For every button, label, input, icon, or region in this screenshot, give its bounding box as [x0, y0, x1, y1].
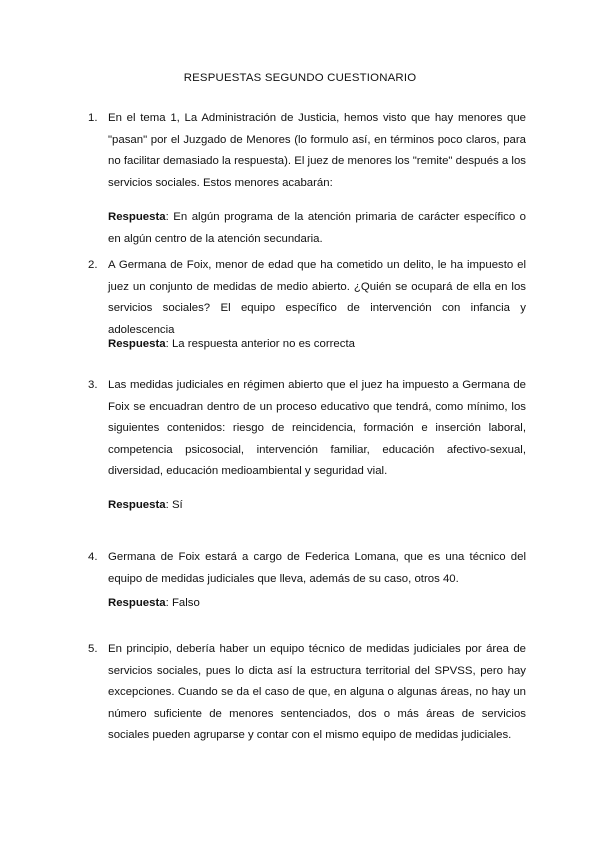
answer-4: [108, 593, 526, 615]
question-text: Las medidas judiciales en régimen abierto que el juez ha impuesto a Germana de Foix se encuadran dentro de un proceso educativo que tendrá, como mínimo, los siguientes contenidos: riesgo de reincidencia, formación e inserción laboral, competencia psicosocial, intervención familiar, educación afectivo-sexual, diversidad, educación medioambiental y seguridad vial.: [108, 379, 526, 478]
answer-text: : Falso: [165, 597, 200, 609]
answer-text: : La respuesta anterior no es correcta: [165, 338, 355, 350]
question-number: 2.: [88, 259, 98, 271]
question-number: 1.: [88, 112, 98, 124]
question-4: [88, 547, 526, 590]
question-3: [88, 375, 526, 483]
question-2: [88, 255, 526, 341]
answer-3: [108, 495, 526, 517]
answer-label: Respuesta: [108, 597, 166, 609]
answer-label: Respuesta: [108, 499, 166, 511]
question-number: 3.: [88, 379, 98, 391]
answer-label: Respuesta: [108, 211, 166, 223]
answer-label: Respuesta: [108, 338, 166, 350]
question-5: [88, 639, 526, 747]
answer-text: : Sí: [165, 499, 183, 511]
question-text: Germana de Foix estará a cargo de Federica Lomana, que es una técnico del equipo de medidas judiciales que lleva, además de su caso, otros 40.: [108, 551, 526, 585]
question-text: A Germana de Foix, menor de edad que ha cometido un delito, le ha impuesto el juez un conjunto de medidas de medio abierto. ¿Quién se ocupará de ella en los servicios sociales? El equipo específico de intervención con infancia y adolescencia: [108, 259, 526, 336]
answer-2: [108, 334, 526, 356]
question-number: 4.: [88, 551, 98, 563]
page-title: RESPUESTAS SEGUNDO CUESTIONARIO: [183, 72, 417, 84]
answer-text: : En algún programa de la atención primaria de carácter específico o en algún centro de la atención secundaria.: [108, 211, 526, 245]
question-text: En el tema 1, La Administración de Justicia, hemos visto que hay menores que "pasan" por el Juzgado de Menores (lo formulo así, en términos poco claros, para no facilitar demasiado la respuesta). El juez de menores los "remite" después a los servicios sociales. Estos menores acabarán:: [108, 112, 526, 189]
answer-1: [108, 207, 526, 250]
question-text: En principio, debería haber un equipo técnico de medidas judiciales por área de servicios sociales, pues lo dicta así la estructura territorial del SPVSS, pero hay excepciones. Cuando se da el caso de que, en alguna o algunas áreas, no hay un número suficiente de menores sentenciados, dos o más áreas de servicios sociales pueden agruparse y contar con el mismo equipo de medidas judiciales.: [108, 643, 526, 742]
question-1: [88, 108, 526, 194]
question-number: 5.: [88, 643, 98, 655]
